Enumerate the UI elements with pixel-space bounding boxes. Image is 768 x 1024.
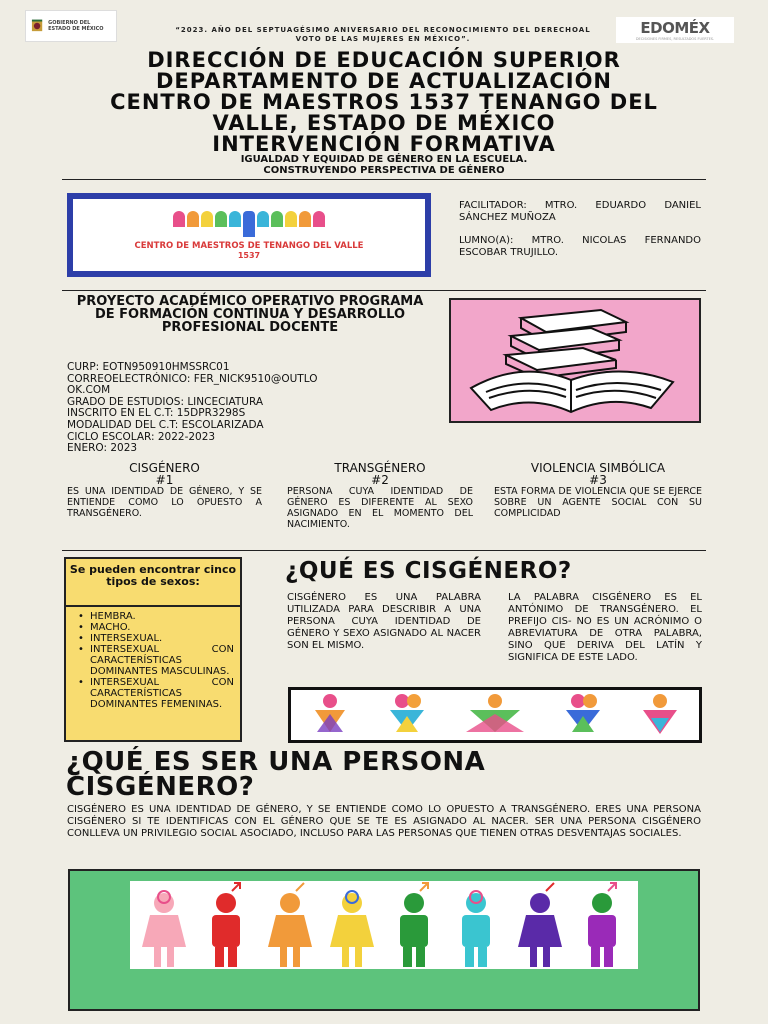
subheading-line: IGUALDAD Y EQUIDAD DE GÉNERO EN LA ESCUELA. [240, 154, 528, 165]
coat-of-arms-icon [30, 14, 44, 38]
list-item: • HEMBRA. [76, 611, 234, 622]
col-text: PERSONA CUYA IDENTIDAD DE GÉNERO ES DIFERENTE AL SEXO ASIGNADO EN EL MOMENTO DEL NACIMIENTO. [287, 486, 473, 530]
q2-title-line: CISGÉNERO? [66, 772, 255, 802]
cmt-logo-title: CENTRO DE MAESTROS DE TENANGO DEL VALLE [134, 240, 364, 251]
person-icon [558, 692, 608, 738]
person-icon [460, 692, 530, 738]
col-cisgenero [67, 462, 262, 519]
person-icon [305, 692, 355, 738]
list-item: • MACHO. [76, 622, 234, 633]
heading-line: VALLE, ESTADO DE MÉXICO [212, 111, 556, 135]
info-inscrito: INSCRITO EN EL C.T: 15DPR3298S [67, 407, 246, 420]
col-violencia [494, 462, 702, 519]
gov-logo-text: GOBIERNO DEL ESTADO DE MÉXICO [48, 20, 104, 32]
q2-text: CISGÉNERO ES UNA IDENTIDAD DE GÉNERO, Y SE ENTIENDE COMO LO OPUESTO A TRANSGÉNERO. ERES UNA PERSONA CISGÉNERO SI TE IDENTIFICAS CON EL GÉNERO QUE SE TE ES ASIGNADO AL NACER. SER UNA PERSONA CISGÉNERO CONLLEVA UN PRIVILEGIO SOCIAL ASOCIADO, INCLUSO PARA LAS PERSONAS QUE TIENEN OTRAS DESVENTAJAS SOCIALES. [67, 804, 701, 839]
project-title: PROYECTO ACADÉMICO OPERATIVO PROGRAMA DE FORMACIÓN CONTINUA Y DESARROLLO PROFESIONAL DOCENTE [76, 294, 424, 335]
col-text: ES UNA IDENTIDAD DE GÉNERO, Y SE ENTIENDE COMO LO OPUESTO A TRANSGÉNERO. [67, 486, 262, 519]
info-grado: GRADO DE ESTUDIOS: LINCECIATURA [67, 395, 264, 408]
edomex-logo-sub: DECISIONES FIRMES, RESULTADOS FUERTES. [635, 37, 715, 41]
divider [62, 550, 706, 551]
student: LUMNO(A): MTRO. NICOLAS FERNANDO ESCOBAR TRUJILLO. [459, 235, 701, 258]
col-number: #1 [155, 473, 174, 487]
gov-edomex-logo [25, 10, 117, 42]
list-item: • INTERSEXUAL CON CARACTERÍSTICAS DOMINANTES FEMENINAS. [76, 677, 234, 710]
cmt-logo [73, 199, 425, 271]
people-illustration-1 [288, 687, 702, 743]
people-row [130, 881, 638, 969]
books-icon [451, 300, 699, 421]
edomex-logo [616, 17, 734, 43]
person-icon [635, 692, 685, 738]
edomex-logo-text: EDOMÉX [640, 19, 710, 37]
info-enero: ENERO: 2023 [67, 442, 138, 455]
info-email-cont: OK.COM [67, 384, 111, 397]
q2-title [66, 747, 706, 802]
col-text: ESTA FORMA DE VIOLENCIA QUE SE EJERCE SOBRE UN AGENTE SOCIAL CON SU COMPLICIDAD [494, 486, 702, 519]
list-item: • INTERSEXUAL. [76, 633, 234, 644]
gender-figures-icon [130, 881, 638, 969]
q1-text-right: LA PALABRA CISGÉNERO ES EL ANTÓNIMO DE TRANSGÉNERO. EL PREFIJO CIS- NO ES UN ACRÓNIMO O ABREVIATURA DE OTRA PALABRA, SINO QUE DERIVA DEL LATÍN Y SIGNIFICA DE ESTE LADO. [508, 592, 702, 663]
col-title: CISGÉNERO [129, 461, 200, 475]
info-modalidad: MODALIDAD DEL C.T: ESCOLARIZADA [67, 418, 264, 431]
subheading [100, 154, 668, 176]
divider [62, 290, 706, 291]
col-title: VIOLENCIA SIMBÓLICA [530, 461, 666, 475]
cmt-arches-icon [173, 211, 325, 237]
sexes-box [64, 557, 242, 742]
heading-line: CENTRO DE MAESTROS 1537 TENANGO DEL [110, 90, 658, 114]
q1-text-left: CISGÉNERO ES UNA PALABRA UTILIZADA PARA DESCRIBIR A UNA PERSONA CUYA IDENTIDAD DE GÉNERO Y SEXO ASIGNADO AL NACER SON EL MISMO. [287, 592, 481, 651]
subheading-line: CONSTRUYENDO PERSPECTIVA DE GÉNERO [263, 165, 505, 176]
sexes-box-title: Se pueden encontrar cinco tipos de sexos: [66, 559, 240, 607]
info-ciclo: CICLO ESCOLAR: 2022-2023 [67, 430, 216, 443]
info-curp: CURP: EOTN950910HMSSRC01 [67, 361, 230, 373]
slogan: “2023. AÑO DEL SEPTUAGÉSIMO ANIVERSARIO DEL RECONOCIMIENTO DEL DERECHOAL VOTO DE LAS MUJERES EN MÉXICO”. [175, 26, 591, 43]
cmt-logo-number: 1537 [237, 250, 261, 260]
heading-line: DEPARTAMENTO DE ACTUALIZACIÓN [155, 69, 613, 93]
cmt-logo-frame [67, 193, 431, 277]
main-heading [20, 50, 748, 155]
col-title: TRANSGÉNERO [334, 461, 426, 475]
list-item: • INTERSEXUAL CON CARACTERÍSTICAS DOMINANTES MASCULINAS. [76, 644, 234, 677]
student-info [67, 362, 387, 455]
person-icon [382, 692, 432, 738]
facilitator: FACILITADOR: MTRO. EDUARDO DANIEL SÁNCHEZ MUÑOZA [459, 200, 701, 223]
divider [62, 179, 706, 180]
col-number: #2 [371, 473, 389, 487]
q2-title-line: ¿QUÉ ES SER UNA PERSONA [66, 747, 486, 777]
heading-line: DIRECCIÓN DE EDUCACIÓN SUPERIOR [147, 48, 621, 72]
info-email: CORREOELECTRÓNICO: FER_NICK9510@OUTLO [67, 372, 318, 385]
books-illustration [449, 298, 701, 423]
q1-title: ¿QUÉ ES CISGÉNERO? [285, 558, 572, 584]
col-number: #3 [589, 473, 607, 487]
people-illustration-2 [68, 869, 700, 1011]
sexes-list [66, 607, 240, 710]
heading-line: INTERVENCIÓN FORMATIVA [212, 132, 556, 156]
col-transgenero [287, 462, 473, 530]
